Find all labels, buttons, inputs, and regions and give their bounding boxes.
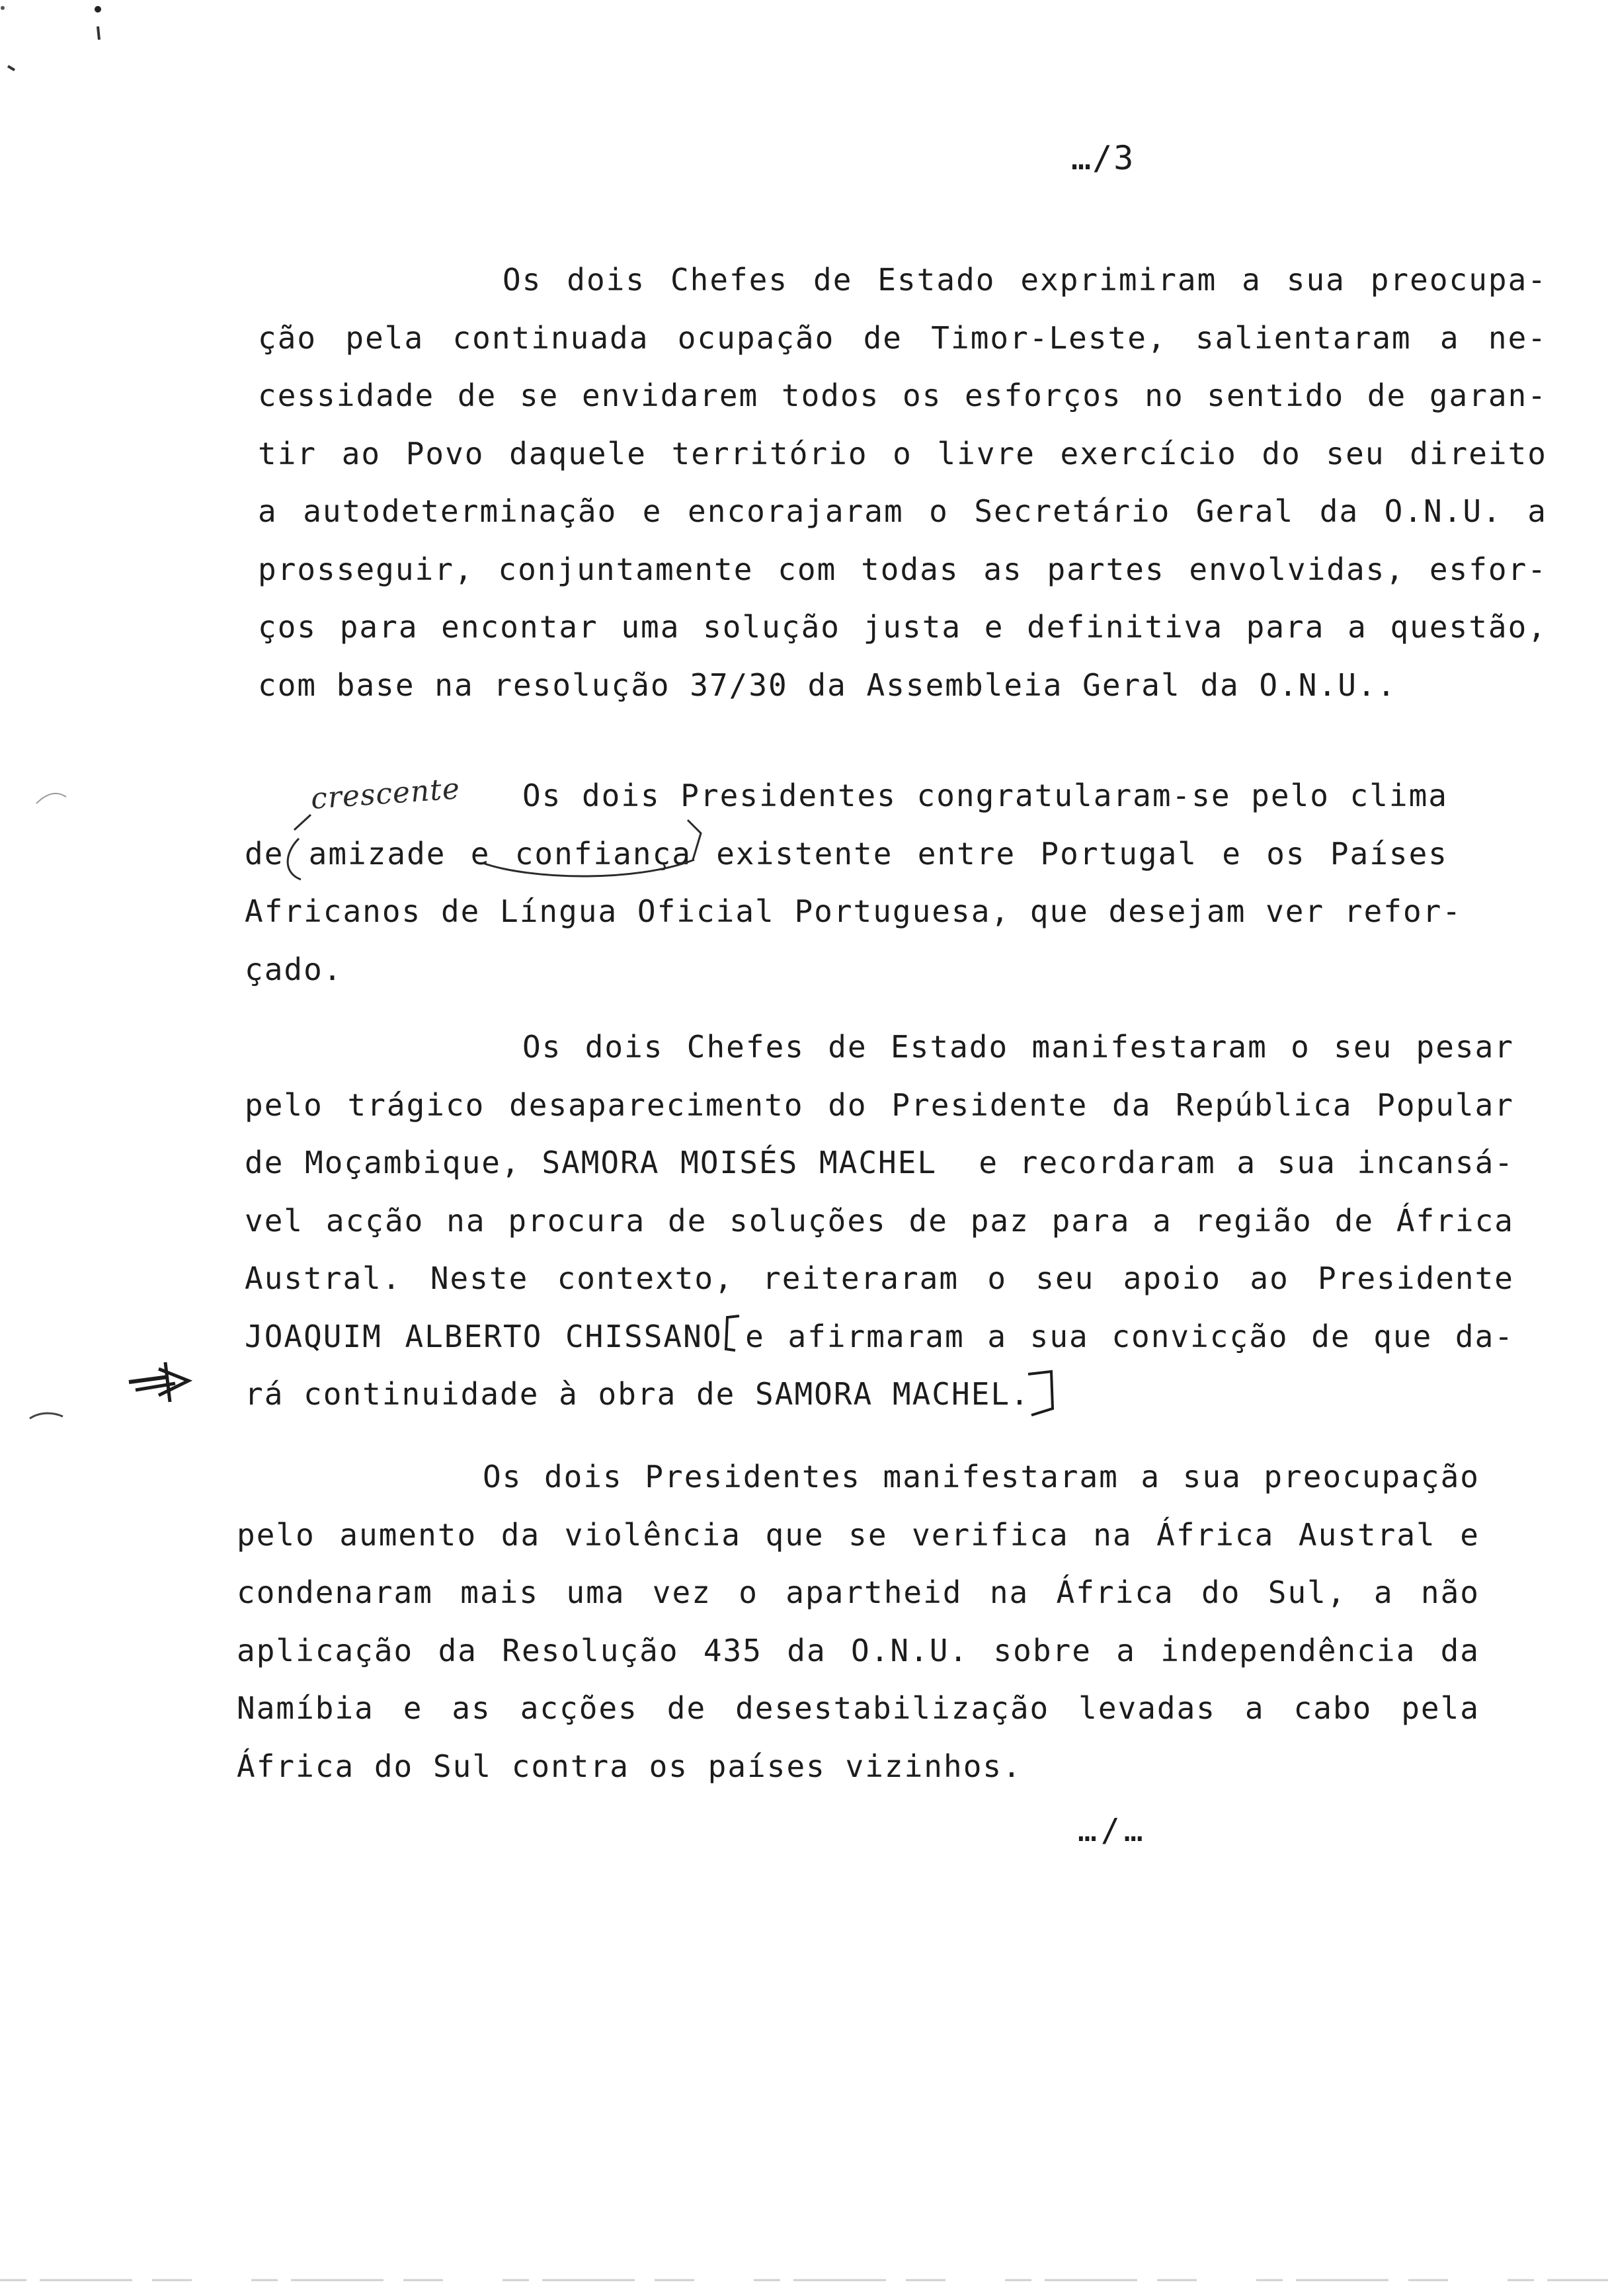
handwritten-annotation: crescente [309,772,462,816]
text-line: ços para encontar uma solução justa e definitiva para a questão, [258,609,1547,645]
text-line: Africanos de Língua Oficial Portuguesa, que desejam ver refor- [245,893,1463,929]
paragraph-africa-austral [237,1448,1480,1795]
text-line: pelo trágico desaparecimento do Presidente da República Popular [245,1086,1514,1123]
text-line: de Moçambique, SAMORA MOISÉS MACHEL e recordaram a sua incansá- [245,1145,1514,1180]
text-line: Os dois Chefes de Estado exprimiram a sua preocupa- [502,262,1547,298]
scan-mark [98,26,99,40]
text-line: rá continuidade à obra de SAMORA MACHEL. [245,1376,1030,1412]
text-line: ção pela continuada ocupação de Timor-Leste, salientaram a ne- [258,319,1547,356]
text-line: Os dois Presidentes congratularam-se pelo clima [522,778,1448,813]
paragraph-timor-leste [258,251,1547,714]
text-line: vel acção na procura de soluções de paz para a região de África [245,1202,1514,1239]
paragraph-machel [245,1018,1514,1424]
text-line: com base na resolução 37/30 da Assembleia Geral da O.N.U.. [258,667,1397,703]
text-line: JOAQUIM ALBERTO CHISSANO e afirmaram a sua convicção de que da- [245,1318,1514,1354]
margin-arrow-icon [129,1362,188,1402]
text-line: Os dois Presidentes manifestaram a sua preocupação [483,1459,1480,1495]
text-line: çado. [245,951,343,987]
text-line: a autodeterminação e encorajaram o Secretário Geral da O.N.U. a [258,493,1547,529]
text-line: de amizade e confiança existente entre Portugal e os Países [245,835,1448,872]
text-line: cessidade de se envidarem todos os esforços no sentido de garan- [258,378,1547,413]
page-reference: …/3 [1071,139,1135,177]
text-line: prosseguir, conjuntamente com todas as partes envolvidas, esfor- [258,551,1547,587]
scan-mark [36,794,66,803]
text-line: aplicação da Resolução 435 da O.N.U. sobre a independência da [237,1632,1480,1668]
scan-mark [8,66,15,70]
scan-mark [30,1413,63,1418]
text-line: Namíbia e as acções de desestabilização levadas a cabo pela [237,1690,1480,1726]
text-line: Os dois Chefes de Estado manifestaram o seu pesar [522,1029,1514,1065]
text-line: tir ao Povo daquele território o livre exercício do seu direito [258,435,1547,472]
text-line: condenaram mais uma vez o apartheid na África do Sul, a não [237,1575,1480,1610]
continuation-marker: …/… [1078,1812,1147,1849]
scan-dot [95,6,101,13]
text-line: pelo aumento da violência que se verifica na África Austral e [237,1516,1480,1553]
scan-dot [1,6,5,10]
text-line: África do Sul contra os países vizinhos. [237,1748,1022,1784]
text-line: Austral. Neste contexto, reiteraram o seu apoio ao Presidente [245,1260,1514,1296]
